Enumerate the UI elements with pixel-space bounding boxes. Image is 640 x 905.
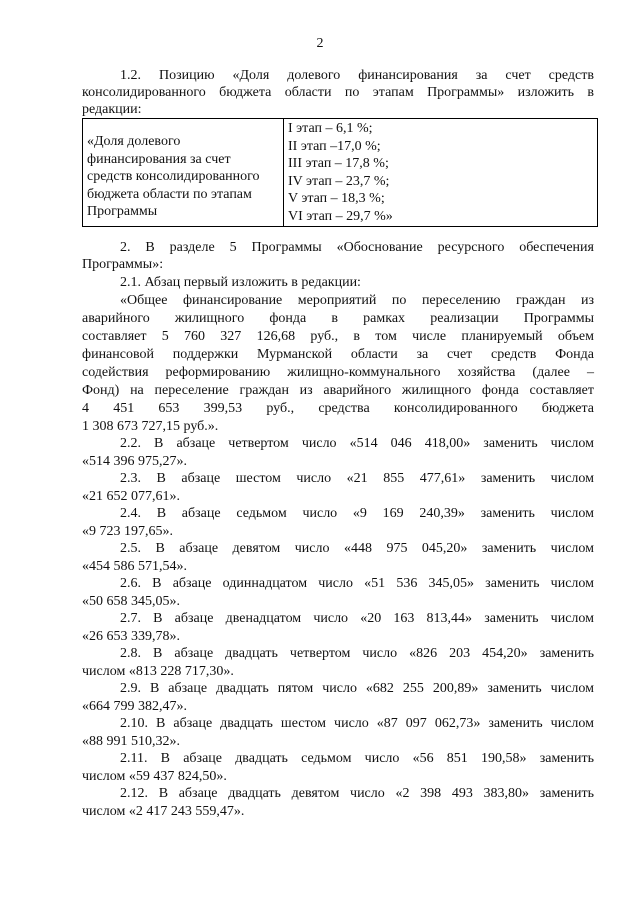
text-line: содействия реформированию жилищно-коммунального хозяйства (далее – xyxy=(82,365,594,380)
text-line: 2.6. В абзаце одиннадцатом число «51 536 345,05» заменить числом xyxy=(120,576,594,591)
stage-line: IV этап – 23,7 %; xyxy=(288,173,390,189)
cell-line: «Доля долевого xyxy=(87,134,181,149)
text-line: 1 308 673 727,15 руб.». xyxy=(82,419,219,434)
text-line: «454 586 571,54». xyxy=(82,559,187,574)
text-line: 1.2. Позицию «Доля долевого финансирования за счет средств xyxy=(120,68,594,83)
text-line: 2.1. Абзац первый изложить в редакции: xyxy=(120,275,361,290)
text-line: 2.2. В абзаце четвертом число «514 046 418,00» заменить числом xyxy=(120,436,594,451)
text-line: 2.8. В абзаце двадцать четвертом число «826 203 454,20» заменить xyxy=(120,646,594,661)
text-line: «664 799 382,47». xyxy=(82,699,187,714)
text-line: «21 652 077,61». xyxy=(82,489,180,504)
text-line: редакции: xyxy=(82,102,142,117)
text-line: 4 451 653 399,53 руб., средства консолидированного бюджета xyxy=(82,401,594,416)
stage-line: III этап – 17,8 %; xyxy=(288,156,389,171)
text-line: 2.12. В абзаце двадцать девятом число «2 398 493 383,80» заменить xyxy=(120,786,594,801)
text-line: числом «813 228 717,30». xyxy=(82,664,234,679)
text-line: «88 991 510,32». xyxy=(82,734,180,749)
text-line: «Общее финансирование мероприятий по переселению граждан из xyxy=(120,293,594,308)
text-line: 2.5. В абзаце девятом число «448 975 045,20» заменить числом xyxy=(120,541,594,556)
text-line: консолидированного бюджета области по этапам Программы» изложить в xyxy=(82,85,594,100)
text-line: составляет 5 760 327 126,68 руб., в том числе планируемый объем xyxy=(82,329,594,344)
text-line: Фонд) на переселение граждан из аварийного жилищного фонда составляет xyxy=(82,383,594,398)
text-line: «9 723 197,65». xyxy=(82,524,173,539)
text-line: 2.4. В абзаце седьмом число «9 169 240,39» заменить числом xyxy=(120,506,594,521)
cell-line: бюджета области по этапам xyxy=(87,186,252,202)
indicator-cell xyxy=(83,119,284,227)
stage-line: II этап –17,0 %; xyxy=(288,138,381,154)
text-line: 2.11. В абзаце двадцать седьмом число «56 851 190,58» заменить xyxy=(120,751,594,766)
stage-line: VI этап – 29,7 %» xyxy=(288,208,393,224)
text-line: аварийного жилищного фонда в рамках реализации Программы xyxy=(82,311,594,326)
page-number: 2 xyxy=(316,36,324,51)
cell-line: Программы xyxy=(87,204,158,219)
stages-cell xyxy=(284,119,598,227)
stage-line: I этап – 6,1 %; xyxy=(288,121,373,136)
text-line: 2.10. В абзаце двадцать шестом число «87 097 062,73» заменить числом xyxy=(120,716,594,731)
text-line: 2.3. В абзаце шестом число «21 855 477,61» заменить числом xyxy=(120,471,594,486)
cell-line: средств консолидированного xyxy=(87,169,260,184)
text-line: числом «59 437 824,50». xyxy=(82,769,227,784)
text-line: «514 396 975,27». xyxy=(82,454,187,469)
text-line: 2.9. В абзаце двадцать пятом число «682 255 200,89» заменить числом xyxy=(120,681,594,696)
text-line: финансовой поддержки Мурманской области за счет средств Фонда xyxy=(82,347,594,362)
text-line: 2. В разделе 5 Программы «Обоснование ресурсного обеспечения xyxy=(120,240,594,255)
cell-line: финансирования за счет xyxy=(87,151,231,167)
text-line: 2.7. В абзаце двенадцатом число «20 163 813,44» заменить числом xyxy=(120,611,594,626)
text-line: «26 653 339,78». xyxy=(82,629,180,644)
text-line: числом «2 417 243 559,47». xyxy=(82,804,245,819)
stage-line: V этап – 18,3 %; xyxy=(288,191,385,206)
text-line: Программы»: xyxy=(82,257,164,272)
text-line: «50 658 345,05». xyxy=(82,594,180,609)
stages-table xyxy=(82,118,598,227)
